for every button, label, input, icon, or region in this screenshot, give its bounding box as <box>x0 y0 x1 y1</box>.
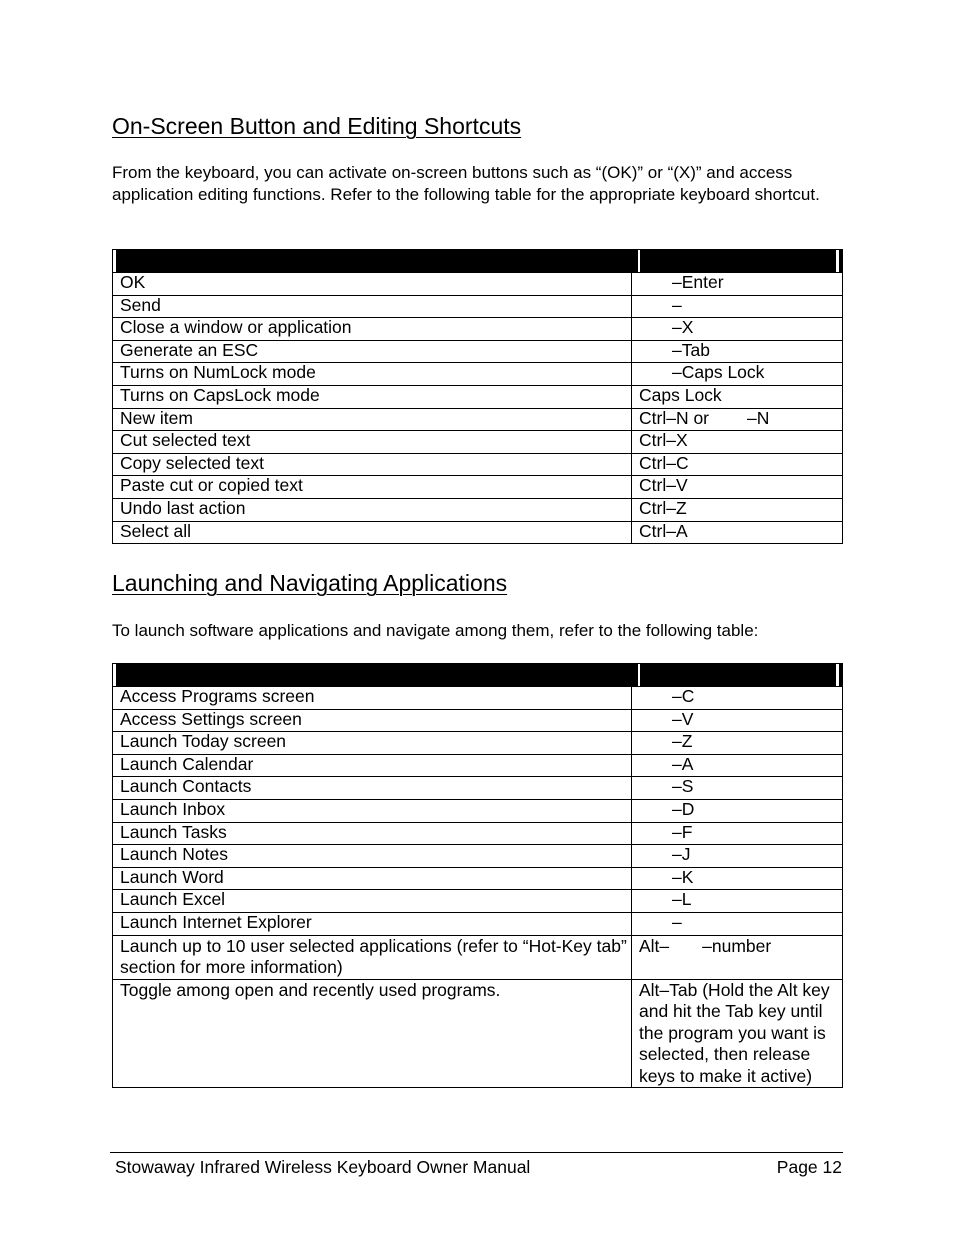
table-row <box>113 777 843 800</box>
shortcut-text: Ctrl–V <box>639 475 688 496</box>
action-cell: Launch Internet Explorer <box>113 912 632 935</box>
section-heading-launching: Launching and Navigating Applications <box>112 570 508 596</box>
action-cell: Toggle among open and recently used programs. <box>113 979 632 1088</box>
shortcut-text: –D <box>672 799 695 819</box>
action-cell: Turns on CapsLock mode <box>113 385 632 408</box>
shortcut-cell: Alt–Tab (Hold the Alt key and hit the Tab key until the program you want is selected, then release keys to make it active) <box>632 979 843 1088</box>
table-row <box>113 799 843 822</box>
table-row <box>113 935 843 979</box>
table-row <box>113 453 843 476</box>
table-row <box>113 687 843 710</box>
shortcut-cell <box>632 273 843 296</box>
shortcut-text: –C <box>672 686 695 706</box>
action-cell: Launch up to 10 user selected applications (refer to “Hot-Key tab” section for more information) <box>113 935 632 979</box>
shortcut-cell <box>632 754 843 777</box>
table-row <box>113 498 843 521</box>
shortcut-text: –number <box>702 935 772 956</box>
table-row <box>113 521 843 544</box>
table-header-cell <box>632 664 843 687</box>
shortcut-cell <box>632 822 843 845</box>
table-row <box>113 318 843 341</box>
section-intro-onscreen: From the keyboard, you can activate on-screen buttons such as “(OK)” or “(X)” and access application editing functions. Refer to the following table for the appropriate keyboard shortcut. <box>112 163 820 204</box>
shortcut-cell <box>632 363 843 386</box>
shortcut-text: Alt– <box>639 935 670 956</box>
shortcut-text: Ctrl–X <box>639 430 688 451</box>
table-header-row <box>113 664 843 687</box>
shortcut-text: –X <box>672 317 694 338</box>
table-row <box>113 408 843 431</box>
shortcut-text: –Z <box>672 731 693 752</box>
action-cell: New item <box>113 408 632 431</box>
shortcut-cell <box>632 799 843 822</box>
shortcut-text: –J <box>672 844 691 865</box>
shortcut-cell <box>632 385 843 408</box>
shortcut-cell <box>632 295 843 318</box>
table-row <box>113 822 843 845</box>
table-row <box>113 912 843 935</box>
action-cell: Send <box>113 295 632 318</box>
shortcut-text: Ctrl–A <box>639 521 688 541</box>
shortcut-text: –V <box>672 709 694 729</box>
action-cell: Access Settings screen <box>113 709 632 732</box>
table-row <box>113 709 843 732</box>
shortcut-cell <box>632 777 843 800</box>
shortcut-text: Caps Lock <box>639 385 722 405</box>
shortcut-cell <box>632 732 843 755</box>
section-intro-launching: To launch software applications and navigate among them, refer to the following table: <box>112 621 759 640</box>
table-header-cell <box>113 664 632 687</box>
table-row <box>113 476 843 499</box>
table-row <box>113 890 843 913</box>
action-cell: Launch Contacts <box>113 777 632 800</box>
shortcut-text: –N <box>747 408 770 428</box>
action-cell: Generate an ESC <box>113 340 632 363</box>
shortcut-cell <box>632 340 843 363</box>
action-cell: Launch Excel <box>113 890 632 913</box>
action-cell: Launch Tasks <box>113 822 632 845</box>
launch-shortcuts-table <box>112 663 843 1088</box>
shortcut-text: – <box>672 912 682 932</box>
shortcut-text: Ctrl–N or <box>639 408 710 428</box>
shortcut-cell <box>632 521 843 544</box>
action-cell: Cut selected text <box>113 431 632 454</box>
table-row <box>113 340 843 363</box>
shortcut-cell <box>632 431 843 454</box>
table-row <box>113 363 843 386</box>
shortcut-cell <box>632 709 843 732</box>
table-row <box>113 273 843 296</box>
shortcut-cell <box>632 845 843 868</box>
shortcut-text: –L <box>672 889 692 910</box>
action-cell: Copy selected text <box>113 453 632 476</box>
shortcut-cell <box>632 318 843 341</box>
action-cell: Select all <box>113 521 632 544</box>
shortcut-text: Ctrl–C <box>639 453 689 473</box>
table-header-cell <box>113 250 632 273</box>
editing-shortcuts-table <box>112 249 843 544</box>
table-header-cell <box>632 250 843 273</box>
action-cell: Paste cut or copied text <box>113 476 632 499</box>
action-cell: Close a window or application <box>113 318 632 341</box>
shortcut-cell <box>632 476 843 499</box>
action-cell: Launch Calendar <box>113 754 632 777</box>
shortcut-text: –K <box>672 867 694 887</box>
shortcut-text: –A <box>672 754 694 774</box>
shortcut-cell <box>632 867 843 890</box>
shortcut-cell <box>632 408 843 431</box>
action-cell: Launch Today screen <box>113 732 632 755</box>
table-row <box>113 845 843 868</box>
shortcut-text: – <box>672 295 682 315</box>
table-row <box>113 867 843 890</box>
action-cell: Launch Word <box>113 867 632 890</box>
shortcut-text: –F <box>672 822 693 842</box>
shortcut-text: –Enter <box>672 272 724 292</box>
table-row <box>113 979 843 1088</box>
action-cell: Access Programs screen <box>113 687 632 710</box>
action-cell: Launch Inbox <box>113 799 632 822</box>
shortcut-cell <box>632 890 843 913</box>
table-row <box>113 732 843 755</box>
action-cell: Undo last action <box>113 498 632 521</box>
table-row <box>113 754 843 777</box>
action-cell: Turns on NumLock mode <box>113 363 632 386</box>
table-row <box>113 295 843 318</box>
shortcut-text: –Caps Lock <box>672 362 765 383</box>
shortcut-cell <box>632 935 843 979</box>
shortcut-text: Ctrl–Z <box>639 498 687 518</box>
table-row <box>113 385 843 408</box>
action-cell: Launch Notes <box>113 845 632 868</box>
shortcut-text: –Tab <box>672 340 710 360</box>
shortcut-cell <box>632 912 843 935</box>
page-number: Page 12 <box>776 1157 842 1177</box>
shortcut-cell <box>632 687 843 710</box>
table-header-row <box>113 250 843 273</box>
shortcut-cell <box>632 498 843 521</box>
footer-divider <box>110 1152 843 1153</box>
table-row <box>113 431 843 454</box>
shortcut-cell <box>632 453 843 476</box>
action-cell: OK <box>113 273 632 296</box>
section-heading-onscreen: On-Screen Button and Editing Shortcuts <box>112 113 522 139</box>
shortcut-text: –S <box>672 776 694 797</box>
footer-title: Stowaway Infrared Wireless Keyboard Owner Manual <box>115 1157 531 1177</box>
